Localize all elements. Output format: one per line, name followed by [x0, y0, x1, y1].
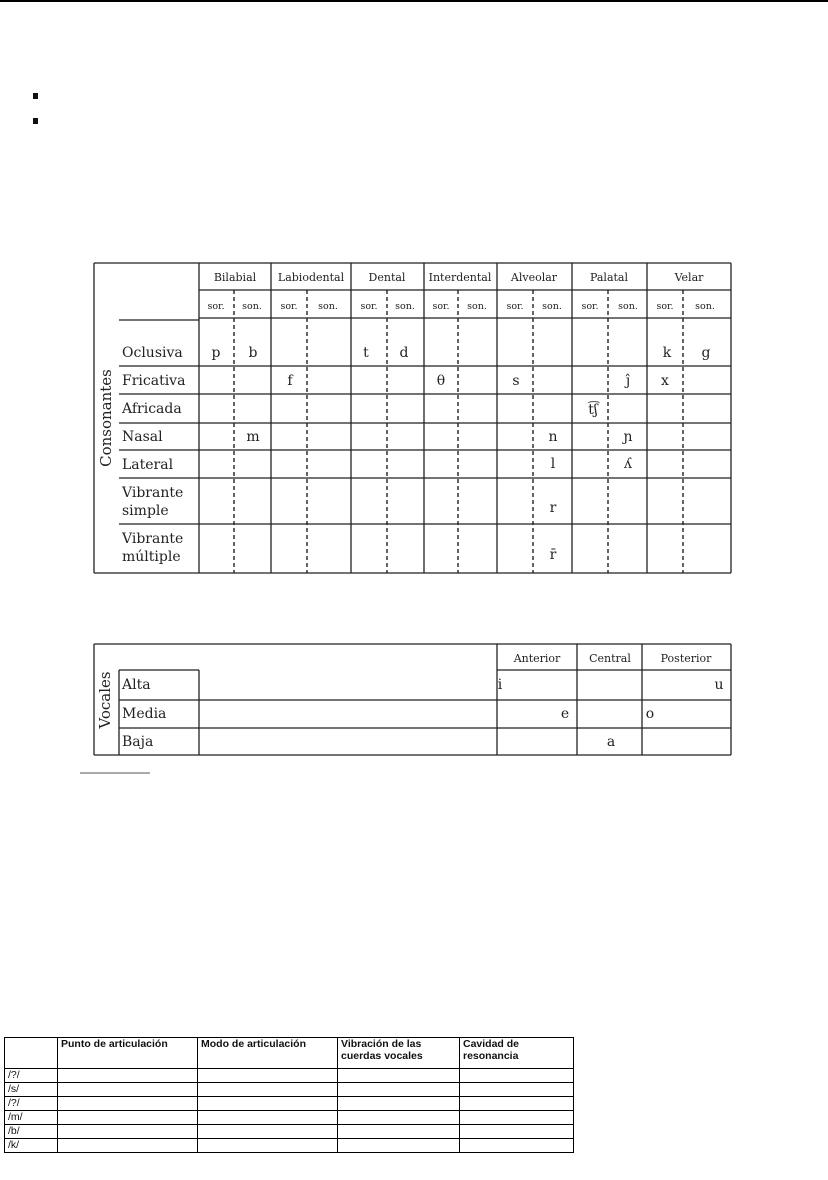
- cell-cavidad[interactable]: [460, 1125, 574, 1139]
- phone-m: m: [246, 429, 260, 445]
- phone-s: s: [512, 373, 520, 389]
- header-modo: Modo de articulación: [198, 1038, 338, 1069]
- cell-cavidad[interactable]: [460, 1083, 574, 1097]
- voicing-sor: sor.: [432, 301, 450, 312]
- cell-punto[interactable]: [58, 1139, 198, 1153]
- cell-vibracion[interactable]: [338, 1125, 460, 1139]
- cell-modo[interactable]: [198, 1069, 338, 1083]
- phone-n: n: [548, 429, 558, 445]
- header-empty: [5, 1038, 58, 1069]
- table-row: [5, 1083, 574, 1097]
- place-palatal: Palatal: [589, 271, 629, 284]
- cell-cavidad[interactable]: [460, 1111, 574, 1125]
- cell-vibracion[interactable]: [338, 1111, 460, 1125]
- voicing-son: son.: [542, 301, 562, 312]
- row-phoneme: /k/: [5, 1139, 58, 1153]
- place-bilabial: Bilabial: [213, 271, 257, 284]
- voicing-sor: sor.: [581, 301, 599, 312]
- voicing-son: son.: [695, 301, 715, 312]
- row-phoneme: /?/: [5, 1069, 58, 1083]
- phone-t: t: [363, 345, 369, 361]
- vowels-side-label: Vocales: [96, 671, 114, 729]
- exercise-table: [4, 1037, 574, 1153]
- voicing-son: son.: [242, 301, 262, 312]
- phone-l: l: [550, 456, 556, 472]
- voicing-son: son.: [618, 301, 638, 312]
- place-labiodental: Labiodental: [277, 271, 345, 284]
- cell-modo[interactable]: [198, 1139, 338, 1153]
- vowel-i: i: [497, 677, 503, 693]
- height-baja: Baja: [122, 734, 154, 750]
- cell-vibracion[interactable]: [338, 1097, 460, 1111]
- table-row: [5, 1111, 574, 1125]
- manner-oclusiva: Oclusiva: [122, 345, 183, 361]
- voicing-son: son.: [318, 301, 338, 312]
- table-row: [5, 1125, 574, 1139]
- phone-f: f: [287, 373, 293, 389]
- manner-africada: Africada: [122, 401, 182, 417]
- vowel-o: o: [645, 706, 655, 722]
- phone-p: p: [211, 345, 221, 361]
- cell-punto[interactable]: [58, 1125, 198, 1139]
- table-row: [5, 1069, 574, 1083]
- cell-vibracion[interactable]: [338, 1069, 460, 1083]
- cell-modo[interactable]: [198, 1111, 338, 1125]
- row-phoneme: /b/: [5, 1125, 58, 1139]
- cell-vibracion[interactable]: [338, 1139, 460, 1153]
- voicing-sor: sor.: [207, 301, 225, 312]
- voicing-son: son.: [395, 301, 415, 312]
- phone-g: g: [701, 345, 711, 361]
- header-punto: Punto de articulación: [58, 1038, 198, 1069]
- place-dental: Dental: [368, 271, 406, 284]
- row-phoneme: /m/: [5, 1111, 58, 1125]
- manner-vibrante-multiple-2: múltiple: [122, 549, 181, 565]
- place-alveolar: Alveolar: [510, 271, 558, 284]
- manner-vibrante-simple-2: simple: [122, 503, 169, 519]
- phone-rr: r̄: [549, 547, 557, 563]
- row-phoneme: /s/: [5, 1083, 58, 1097]
- header-cavidad: Cavidad de resonancia: [460, 1038, 574, 1069]
- exercise-header-row: [5, 1038, 574, 1069]
- manner-vibrante-simple-1: Vibrante: [122, 485, 184, 501]
- phone-ny: ɲ: [623, 429, 633, 445]
- cell-punto[interactable]: [58, 1111, 198, 1125]
- cell-modo[interactable]: [198, 1083, 338, 1097]
- table-row: [5, 1139, 574, 1153]
- cell-cavidad[interactable]: [460, 1097, 574, 1111]
- voicing-son: son.: [467, 301, 487, 312]
- cell-punto[interactable]: [58, 1097, 198, 1111]
- vowel-posterior: Posterior: [660, 652, 712, 665]
- phone-b: b: [248, 345, 258, 361]
- place-interdental: Interdental: [428, 271, 492, 284]
- voicing-sor: sor.: [360, 301, 378, 312]
- header-vibracion: Vibración de las cuerdas vocales: [338, 1038, 460, 1069]
- voicing-sor: sor.: [280, 301, 298, 312]
- consonants-side-label: Consonantes: [97, 369, 115, 467]
- vowel-a: a: [606, 734, 616, 750]
- cell-punto[interactable]: [58, 1069, 198, 1083]
- cell-modo[interactable]: [198, 1125, 338, 1139]
- phone-theta: θ: [436, 373, 446, 389]
- cell-punto[interactable]: [58, 1083, 198, 1097]
- manner-fricativa: Fricativa: [122, 373, 186, 389]
- manner-nasal: Nasal: [122, 429, 163, 445]
- row-phoneme: /?/: [5, 1097, 58, 1111]
- height-media: Media: [122, 706, 167, 722]
- cell-cavidad[interactable]: [460, 1139, 574, 1153]
- vowel-e: e: [560, 706, 570, 722]
- place-velar: Velar: [674, 271, 704, 284]
- cell-cavidad[interactable]: [460, 1069, 574, 1083]
- vowel-anterior: Anterior: [513, 652, 561, 665]
- cell-vibracion[interactable]: [338, 1083, 460, 1097]
- table-row: [5, 1097, 574, 1111]
- manner-lateral: Lateral: [122, 457, 174, 473]
- cell-modo[interactable]: [198, 1097, 338, 1111]
- phone-k: k: [662, 345, 672, 361]
- phone-ch: t͡ʃ: [588, 402, 598, 418]
- phone-d: d: [399, 345, 409, 361]
- voicing-sor: sor.: [506, 301, 524, 312]
- phone-r: r: [549, 500, 557, 516]
- phone-y: ĵ: [625, 373, 631, 389]
- vowel-central: Central: [589, 652, 631, 665]
- vowel-u: u: [714, 677, 724, 693]
- manner-vibrante-multiple-1: Vibrante: [122, 531, 184, 547]
- phone-x: x: [661, 373, 669, 389]
- height-alta: Alta: [122, 677, 151, 693]
- voicing-sor: sor.: [656, 301, 674, 312]
- phone-ll: ʎ: [624, 456, 632, 472]
